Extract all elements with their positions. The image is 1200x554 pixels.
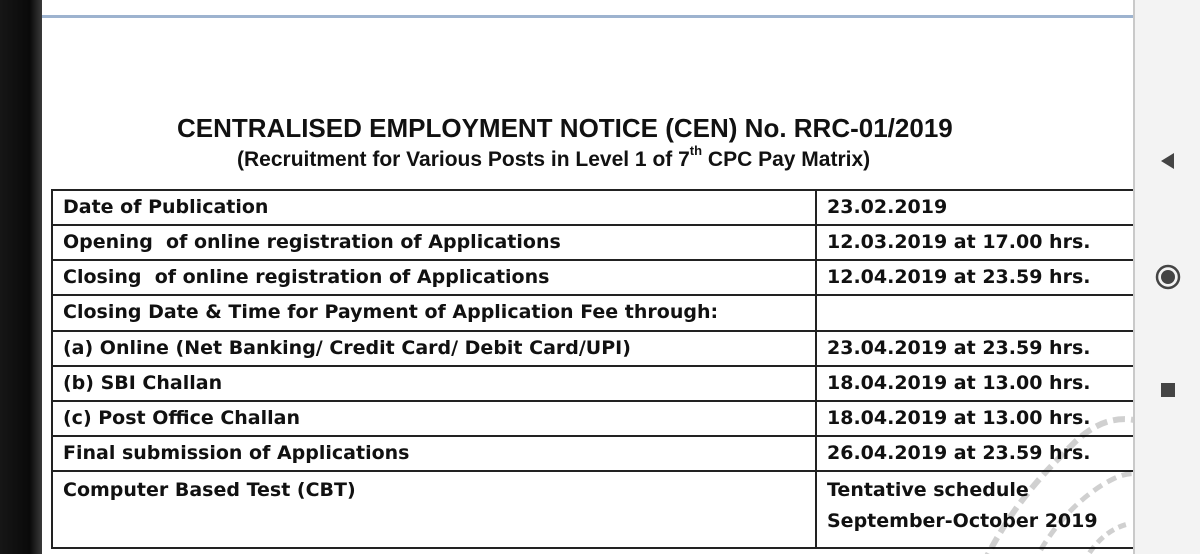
back-icon [1158,151,1178,171]
row-value: 12.03.2019 at 17.00 hrs. [816,225,1133,260]
row-label: (b) SBI Challan [52,366,816,401]
row-value: 12.04.2019 at 23.59 hrs. [816,260,1133,295]
table-row [52,471,1133,548]
document-page [42,0,1133,554]
back-button[interactable] [1153,146,1183,176]
notice-title: CENTRALISED EMPLOYMENT NOTICE (CEN) No. RRC-01/2019 [177,113,953,143]
row-value-line: Tentative schedule [827,479,1029,501]
recents-icon [1159,381,1177,399]
table-row [52,331,1133,366]
row-label: (a) Online (Net Banking/ Credit Card/ Debit Card/UPI) [52,331,816,366]
row-value: 23.04.2019 at 23.59 hrs. [816,331,1133,366]
row-label: Opening of online registration of Applications [52,225,816,260]
schedule-table [51,189,1133,549]
subtitle-suffix: CPC Pay Matrix) [702,148,871,171]
top-rule [42,15,1133,18]
home-icon [1155,264,1181,290]
table-row [52,295,1133,331]
home-button[interactable] [1153,262,1183,292]
table-row [52,225,1133,260]
row-label: Computer Based Test (CBT) [52,471,816,548]
row-value: 26.04.2019 at 23.59 hrs. [816,436,1133,471]
row-label: Closing of online registration of Applications [52,260,816,295]
subtitle-superscript: th [689,143,703,158]
table-row [52,260,1133,295]
row-value [816,295,1133,331]
row-label: Date of Publication [52,190,816,225]
row-value [816,471,1133,548]
table-row [52,401,1133,436]
row-label: (c) Post Office Challan [52,401,816,436]
table-row [52,190,1133,225]
row-value: 23.02.2019 [816,190,1133,225]
notice-subtitle [237,143,871,172]
navigation-bar [1135,0,1200,554]
row-label: Closing Date & Time for Payment of Application Fee through: [52,295,816,331]
table-row [52,436,1133,471]
recents-button[interactable] [1153,375,1183,405]
table-row [52,366,1133,401]
row-value: 18.04.2019 at 13.00 hrs. [816,366,1133,401]
subtitle-prefix: (Recruitment for Various Posts in Level 1 of 7 [237,148,690,171]
row-value-line: September-October 2019 [827,510,1098,532]
page-left-edge [0,0,42,554]
row-label: Final submission of Applications [52,436,816,471]
row-value: 18.04.2019 at 13.00 hrs. [816,401,1133,436]
